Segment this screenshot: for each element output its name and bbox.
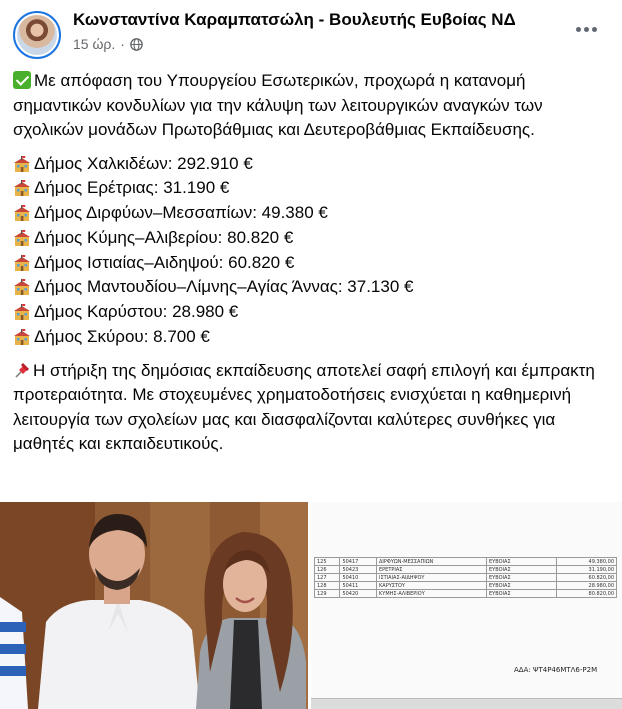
table-cell: ΕΥΒΟΙΑΣ (487, 558, 557, 566)
list-item (13, 176, 613, 201)
table-cell: ΙΣΤΙΑΙΑΣ-ΑΙΔΗΨΟΥ (377, 574, 487, 582)
document-footer-strip (311, 698, 622, 709)
author-name[interactable]: Κωνσταντίνα Καραμπατσώλη - Βουλευτής Ευβοίας ΝΔ (73, 10, 516, 29)
list-item (13, 251, 613, 276)
post-timestamp[interactable]: 15 ώρ. (73, 36, 116, 52)
document-page (311, 502, 622, 709)
table-cell: 50423 (340, 566, 377, 574)
municipality-text: Δήμος Ερέτριας: 31.190 € (34, 178, 230, 198)
school-icon (13, 155, 31, 173)
table-cell: ΔΙΡΦΥΩΝ-ΜΕΣΣΑΠΙΩΝ (377, 558, 487, 566)
municipality-text: Δήμος Διρφύων–Μεσσαπίων: 49.380 € (34, 203, 328, 223)
post-body (13, 68, 613, 466)
post-photos (0, 502, 622, 709)
list-item (13, 275, 613, 300)
table-cell: ΕΥΒΟΙΑΣ (487, 582, 557, 590)
list-item (13, 325, 613, 350)
closing-paragraph (13, 359, 613, 457)
municipality-list (13, 152, 613, 350)
author-avatar[interactable] (13, 11, 61, 59)
school-icon (13, 179, 31, 197)
people-photo-illustration (0, 502, 308, 709)
table-row (315, 574, 617, 582)
table-cell: 50417 (340, 558, 377, 566)
school-icon (13, 328, 31, 346)
table-cell: 80.820,00 (557, 590, 617, 598)
table-cell: ΚΑΡΥΣΤΟΥ (377, 582, 487, 590)
globe-icon[interactable] (130, 38, 143, 51)
table-cell: ΕΡΕΤΡΙΑΣ (377, 566, 487, 574)
list-item (13, 201, 613, 226)
table-cell: 129 (315, 590, 340, 598)
table-cell: 128 (315, 582, 340, 590)
municipality-text: Δήμος Κύμης–Αλιβερίου: 80.820 € (34, 227, 294, 247)
school-icon (13, 278, 31, 296)
table-cell: 126 (315, 566, 340, 574)
photo-document[interactable] (311, 502, 622, 709)
municipality-text: Δήμος Ιστιαίας–Αιδηψού: 60.820 € (34, 252, 295, 272)
municipality-text: Δήμος Μαντουδίου–Λίμνης–Αγίας Άννας: 37.130 € (34, 277, 414, 297)
intro-paragraph (13, 68, 613, 143)
municipality-text: Δήμος Καρύστου: 28.980 € (34, 302, 239, 322)
check-mark-icon (13, 71, 31, 89)
list-item (13, 152, 613, 177)
closing-text: Η στήριξη της δημόσιας εκπαίδευσης αποτελεί σαφή επιλογή και έμπρακτη προτεραιότητα. Με στοχευμένες χρηματοδοτήσεις ενισχύεται η καθημερινή λειτουργία των σχολείων μας και διασφαλίζονται καλύτερες συνθήκες για μαθητές και εκπαιδευτικούς. (13, 360, 595, 454)
intro-text-block (13, 68, 613, 143)
table-row (315, 566, 617, 574)
list-item (13, 300, 613, 325)
municipality-text: Δήμος Χαλκιδέων: 292.910 € (34, 153, 253, 173)
document-table (314, 557, 617, 598)
pushpin-icon (13, 361, 31, 379)
school-icon (13, 229, 31, 247)
municipality-text: Δήμος Σκύρου: 8.700 € (34, 327, 210, 347)
school-icon (13, 303, 31, 321)
table-cell: 125 (315, 558, 340, 566)
intro-text: Με απόφαση του Υπουργείου Εσωτερικών, προχωρά η κατανομή σημαντικών κονδυλίων για την κάλυψη των λειτουργικών αναγκών των σχολικών μονάδων Πρωτοβάθμιας και Δευτεροβάθμιας Εκπαίδευσης. (13, 71, 543, 139)
table-cell: ΕΥΒΟΙΑΣ (487, 590, 557, 598)
table-cell: 50420 (340, 590, 377, 598)
table-cell: 50410 (340, 574, 377, 582)
more-options-icon[interactable] (570, 16, 602, 42)
school-icon (13, 254, 31, 272)
table-cell: 127 (315, 574, 340, 582)
table-cell: 31.190,00 (557, 566, 617, 574)
document-ada-code: ΑΔΑ: ΨΤ4Ρ46ΜΤΛ6-Ρ2Μ (514, 666, 598, 674)
table-cell: ΕΥΒΟΙΑΣ (487, 566, 557, 574)
school-icon (13, 204, 31, 222)
table-cell: 60.820,00 (557, 574, 617, 582)
photo-people[interactable] (0, 502, 308, 709)
table-cell: ΚΥΜΗΣ-ΑΛΙΒΕΡΙΟΥ (377, 590, 487, 598)
table-row (315, 582, 617, 590)
table-cell: 50411 (340, 582, 377, 590)
table-cell: 28.980,00 (557, 582, 617, 590)
table-row (315, 590, 617, 598)
avatar-photo (17, 15, 57, 55)
post-header (0, 0, 622, 66)
meta-separator: · (120, 36, 125, 52)
table-cell: 49.380,00 (557, 558, 617, 566)
list-item (13, 226, 613, 251)
table-row (315, 558, 617, 566)
post-meta (73, 36, 143, 52)
table-cell: ΕΥΒΟΙΑΣ (487, 574, 557, 582)
